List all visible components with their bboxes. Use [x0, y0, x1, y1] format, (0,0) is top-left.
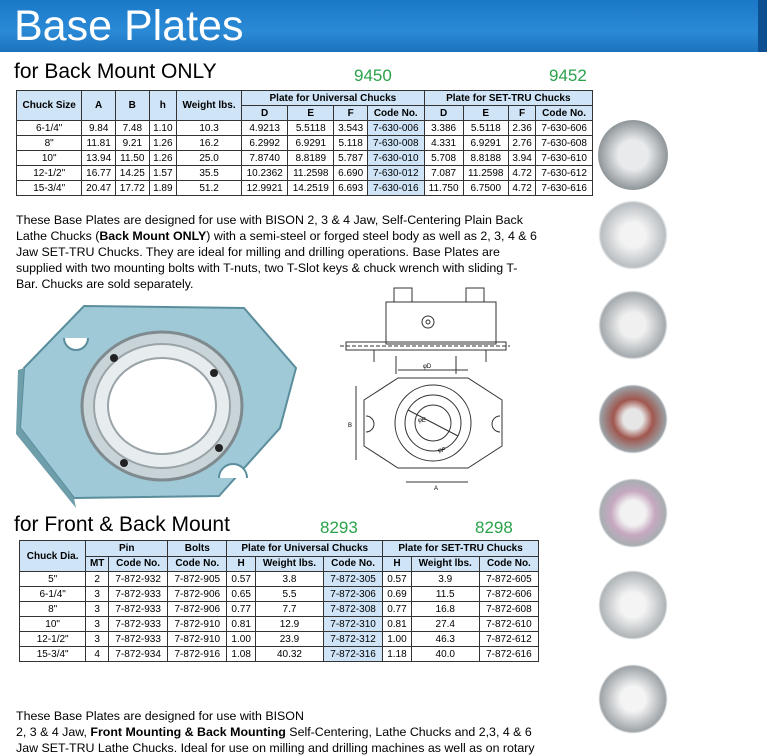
table-cell: 2.36 [508, 121, 535, 136]
table-cell: 4.9213 [242, 121, 288, 136]
section1-subtitle: for Back Mount ONLY [14, 60, 217, 83]
description-emphasis: Front Mounting & Back Mounting [90, 725, 286, 739]
table-row [17, 151, 593, 166]
table-cell: 2 [86, 572, 109, 587]
table-cell: 5.5 [255, 587, 323, 602]
table-row [17, 121, 593, 136]
col-group-universal: Plate for Universal Chucks [227, 541, 383, 557]
table-cell: 8" [20, 602, 86, 617]
table-cell: 5.5118 [463, 121, 508, 136]
table-cell: 7-872-932 [109, 572, 168, 587]
table-cell: 3.386 [424, 121, 463, 136]
dim-e-label: φE [418, 418, 426, 424]
table-cell: 9.84 [82, 121, 116, 136]
table-cell: 6.2992 [242, 136, 288, 151]
col-code-no: Code No. [168, 556, 227, 572]
table-row [17, 166, 593, 181]
table-cell: 46.3 [411, 632, 479, 647]
table-cell: 7.8740 [242, 151, 288, 166]
back-mount-table [16, 90, 593, 196]
table-cell: 11.2598 [463, 166, 508, 181]
description-line: Jaw SET-TRU Lathe Chucks. Ideal for use on milling and drilling machines as well as on rotary [16, 741, 535, 755]
col-group-bolts: Bolts [168, 541, 227, 557]
table-cell: 0.69 [383, 587, 412, 602]
table-cell: 12-1/2" [20, 632, 86, 647]
col-group-settru: Plate for SET-TRU Chucks [424, 91, 592, 106]
table-cell: 7.48 [115, 121, 149, 136]
col-group-settru: Plate for SET-TRU Chucks [383, 541, 539, 557]
table-cell: 7-872-316 [323, 647, 382, 662]
table-cell: 15-3/4" [17, 181, 82, 196]
col-f: F [334, 106, 368, 121]
section2-code-universal: 8293 [320, 518, 358, 537]
col-d: D [424, 106, 463, 121]
table-cell: 7-872-605 [479, 572, 538, 587]
table-cell: 14.2519 [288, 181, 334, 196]
col-chuck-dia: Chuck Dia. [20, 541, 86, 572]
dim-b-label: B [348, 423, 353, 429]
table-cell: 6.9291 [288, 136, 334, 151]
description-emphasis: Back Mount ONLY [99, 229, 207, 243]
col-h: h [149, 91, 176, 121]
table-row [20, 647, 539, 662]
table-cell: 6.693 [334, 181, 368, 196]
table-cell: 10" [17, 151, 82, 166]
chuck-photo [598, 384, 668, 454]
col-code-no: Code No. [109, 556, 168, 572]
table-cell: 1.10 [149, 121, 176, 136]
table-cell: 1.89 [149, 181, 176, 196]
col-mt: MT [86, 556, 109, 572]
col-code-no: Code No. [367, 106, 424, 121]
description-line: Bar. Chucks are sold separately. [16, 277, 194, 291]
table-cell: 16.77 [82, 166, 116, 181]
table-cell: 6-1/4" [20, 587, 86, 602]
table-cell: 0.57 [383, 572, 412, 587]
table-cell: 7-630-012 [367, 166, 424, 181]
table-cell: 2.76 [508, 136, 535, 151]
dim-a-label: A [434, 486, 439, 492]
table-cell: 10.2362 [242, 166, 288, 181]
table-cell: 7-872-934 [109, 647, 168, 662]
table-cell: 7-872-933 [109, 602, 168, 617]
col-weight: Weight lbs. [177, 91, 242, 121]
description-line: ) with a semi-steel or forged steel body as well as 2, 3, 4 & 6 [206, 229, 537, 243]
table-cell: 6.7500 [463, 181, 508, 196]
table-cell: 7-872-910 [168, 632, 227, 647]
description-line: Jaw SET-TRU Chucks. They are ideal for milling and drilling operations. Base Plates are [16, 245, 500, 259]
table-cell: 7-872-606 [479, 587, 538, 602]
table-cell: 5.787 [334, 151, 368, 166]
col-group-pin: Pin [86, 541, 168, 557]
table-cell: 7-872-610 [479, 617, 538, 632]
table-cell: 5.118 [334, 136, 368, 151]
table-cell: 4.72 [508, 166, 535, 181]
table-cell: 3.94 [508, 151, 535, 166]
table-row [20, 617, 539, 632]
table-cell: 4 [86, 647, 109, 662]
base-plate-photo [14, 298, 304, 510]
table-cell: 7-630-008 [367, 136, 424, 151]
table-cell: 7-872-906 [168, 602, 227, 617]
table-cell: 7-872-305 [323, 572, 382, 587]
table-cell: 3 [86, 632, 109, 647]
table-cell: 7-872-916 [168, 647, 227, 662]
table-cell: 17.72 [115, 181, 149, 196]
table-cell: 40.0 [411, 647, 479, 662]
col-code-no: Code No. [536, 106, 593, 121]
table-cell: 7-630-608 [536, 136, 593, 151]
table-cell: 16.2 [177, 136, 242, 151]
col-e: E [463, 106, 508, 121]
table-cell: 27.4 [411, 617, 479, 632]
table-cell: 7-630-612 [536, 166, 593, 181]
table-row [20, 587, 539, 602]
description-line: 2, 3 & 4 Jaw, [16, 725, 91, 739]
table-cell: 13.94 [82, 151, 116, 166]
table-cell: 3 [86, 587, 109, 602]
table-cell: 10" [20, 617, 86, 632]
table-cell: 1.26 [149, 151, 176, 166]
description-line: Self-Centering, Lathe Chucks and 2,3, 4 & 6 [285, 725, 532, 739]
table-row [20, 602, 539, 617]
page-header [0, 0, 767, 52]
chuck-photo [598, 478, 668, 548]
table-cell: 12.9 [255, 617, 323, 632]
table-row [20, 632, 539, 647]
table-cell: 7-872-910 [168, 617, 227, 632]
table-cell: 8.8189 [288, 151, 334, 166]
table-cell: 6.9291 [463, 136, 508, 151]
table-cell: 7-872-312 [323, 632, 382, 647]
table-cell: 5.5118 [288, 121, 334, 136]
table-cell: 11.50 [115, 151, 149, 166]
table-cell: 7-630-006 [367, 121, 424, 136]
table-cell: 7-872-608 [479, 602, 538, 617]
chuck-photo [598, 570, 668, 640]
table-cell: 7-872-933 [109, 587, 168, 602]
table-cell: 7.7 [255, 602, 323, 617]
table-cell: 7-872-905 [168, 572, 227, 587]
table-cell: 1.00 [383, 632, 412, 647]
col-weight: Weight lbs. [411, 556, 479, 572]
table-cell: 7-630-616 [536, 181, 593, 196]
table-cell: 7-630-606 [536, 121, 593, 136]
table-cell: 1.08 [227, 647, 256, 662]
table-cell: 8" [17, 136, 82, 151]
col-code-no: Code No. [323, 556, 382, 572]
table-cell: 4.72 [508, 181, 535, 196]
table-cell: 11.2598 [288, 166, 334, 181]
col-chuck-size: Chuck Size [17, 91, 82, 121]
table-cell: 7-872-310 [323, 617, 382, 632]
table-cell: 11.5 [411, 587, 479, 602]
section1-code-settru: 9452 [549, 66, 587, 85]
table-cell: 12.9921 [242, 181, 288, 196]
table-cell: 3.8 [255, 572, 323, 587]
table-cell: 16.8 [411, 602, 479, 617]
table-cell: 23.9 [255, 632, 323, 647]
table-cell: 9.21 [115, 136, 149, 151]
table-cell: 51.2 [177, 181, 242, 196]
table-cell: 7-872-933 [109, 617, 168, 632]
table-cell: 8.8188 [463, 151, 508, 166]
col-weight: Weight lbs. [255, 556, 323, 572]
dim-d-label: φD [423, 364, 432, 370]
table-row [17, 136, 593, 151]
section1-code-universal: 9450 [354, 66, 392, 85]
col-code-no: Code No. [479, 556, 538, 572]
table-cell: 3.9 [411, 572, 479, 587]
col-a: A [82, 91, 116, 121]
table-cell: 40.32 [255, 647, 323, 662]
table-cell: 7-872-612 [479, 632, 538, 647]
table-cell: 1.26 [149, 136, 176, 151]
col-h: H [227, 556, 256, 572]
table-cell: 7-630-016 [367, 181, 424, 196]
table-cell: 25.0 [177, 151, 242, 166]
table-row [17, 181, 593, 196]
col-group-universal: Plate for Universal Chucks [242, 91, 424, 106]
table-cell: 0.81 [227, 617, 256, 632]
table-cell: 3.543 [334, 121, 368, 136]
col-f: F [508, 106, 535, 121]
table-cell: 0.81 [383, 617, 412, 632]
table-cell: 11.750 [424, 181, 463, 196]
table-cell: 0.57 [227, 572, 256, 587]
table-cell: 15-3/4" [20, 647, 86, 662]
table-cell: 7-630-610 [536, 151, 593, 166]
col-b: B [115, 91, 149, 121]
table-cell: 14.25 [115, 166, 149, 181]
chuck-photo [598, 120, 668, 190]
technical-drawing [336, 282, 514, 500]
section2-subtitle: for Front & Back Mount [14, 513, 230, 536]
chuck-photo [598, 290, 668, 360]
table-cell: 0.65 [227, 587, 256, 602]
table-cell: 7-872-906 [168, 587, 227, 602]
table-cell: 7-872-933 [109, 632, 168, 647]
table-cell: 7-872-308 [323, 602, 382, 617]
table-cell: 11.81 [82, 136, 116, 151]
page-title: Base Plates [14, 2, 244, 50]
front-back-mount-table [19, 540, 539, 662]
table-cell: 5.708 [424, 151, 463, 166]
col-d: D [242, 106, 288, 121]
table-cell: 5" [20, 572, 86, 587]
chuck-photo [598, 664, 668, 734]
table-cell: 1.57 [149, 166, 176, 181]
table-cell: 35.5 [177, 166, 242, 181]
col-h: H [383, 556, 412, 572]
table-cell: 0.77 [227, 602, 256, 617]
table-cell: 20.47 [82, 181, 116, 196]
description-line: Lathe Chucks ( [16, 229, 100, 243]
table-cell: 7-630-010 [367, 151, 424, 166]
table-cell: 7-872-306 [323, 587, 382, 602]
section1-description [16, 212, 586, 292]
table-cell: 1.00 [227, 632, 256, 647]
table-cell: 7.087 [424, 166, 463, 181]
table-cell: 6.690 [334, 166, 368, 181]
table-cell: 12-1/2" [17, 166, 82, 181]
description-line: These Base Plates are designed for use with BISON [16, 709, 304, 723]
col-e: E [288, 106, 334, 121]
table-cell: 7-872-616 [479, 647, 538, 662]
description-line: supplied with two mounting bolts with T-nuts, two T-Slot keys & chuck wrench with sliding T- [16, 261, 518, 275]
header-accent-bar [758, 0, 767, 52]
table-cell: 4.331 [424, 136, 463, 151]
dim-f-label: φF [438, 448, 446, 454]
chuck-photo [598, 200, 668, 270]
table-cell: 10.3 [177, 121, 242, 136]
table-row [20, 572, 539, 587]
table-cell: 6-1/4" [17, 121, 82, 136]
section2-code-settru: 8298 [475, 518, 513, 537]
section2-description [16, 708, 591, 756]
table-cell: 0.77 [383, 602, 412, 617]
table-cell: 3 [86, 617, 109, 632]
table-cell: 1.18 [383, 647, 412, 662]
description-line: These Base Plates are designed for use with BISON 2, 3 & 4 Jaw, Self-Centering Plain Back [16, 213, 523, 227]
table-cell: 3 [86, 602, 109, 617]
